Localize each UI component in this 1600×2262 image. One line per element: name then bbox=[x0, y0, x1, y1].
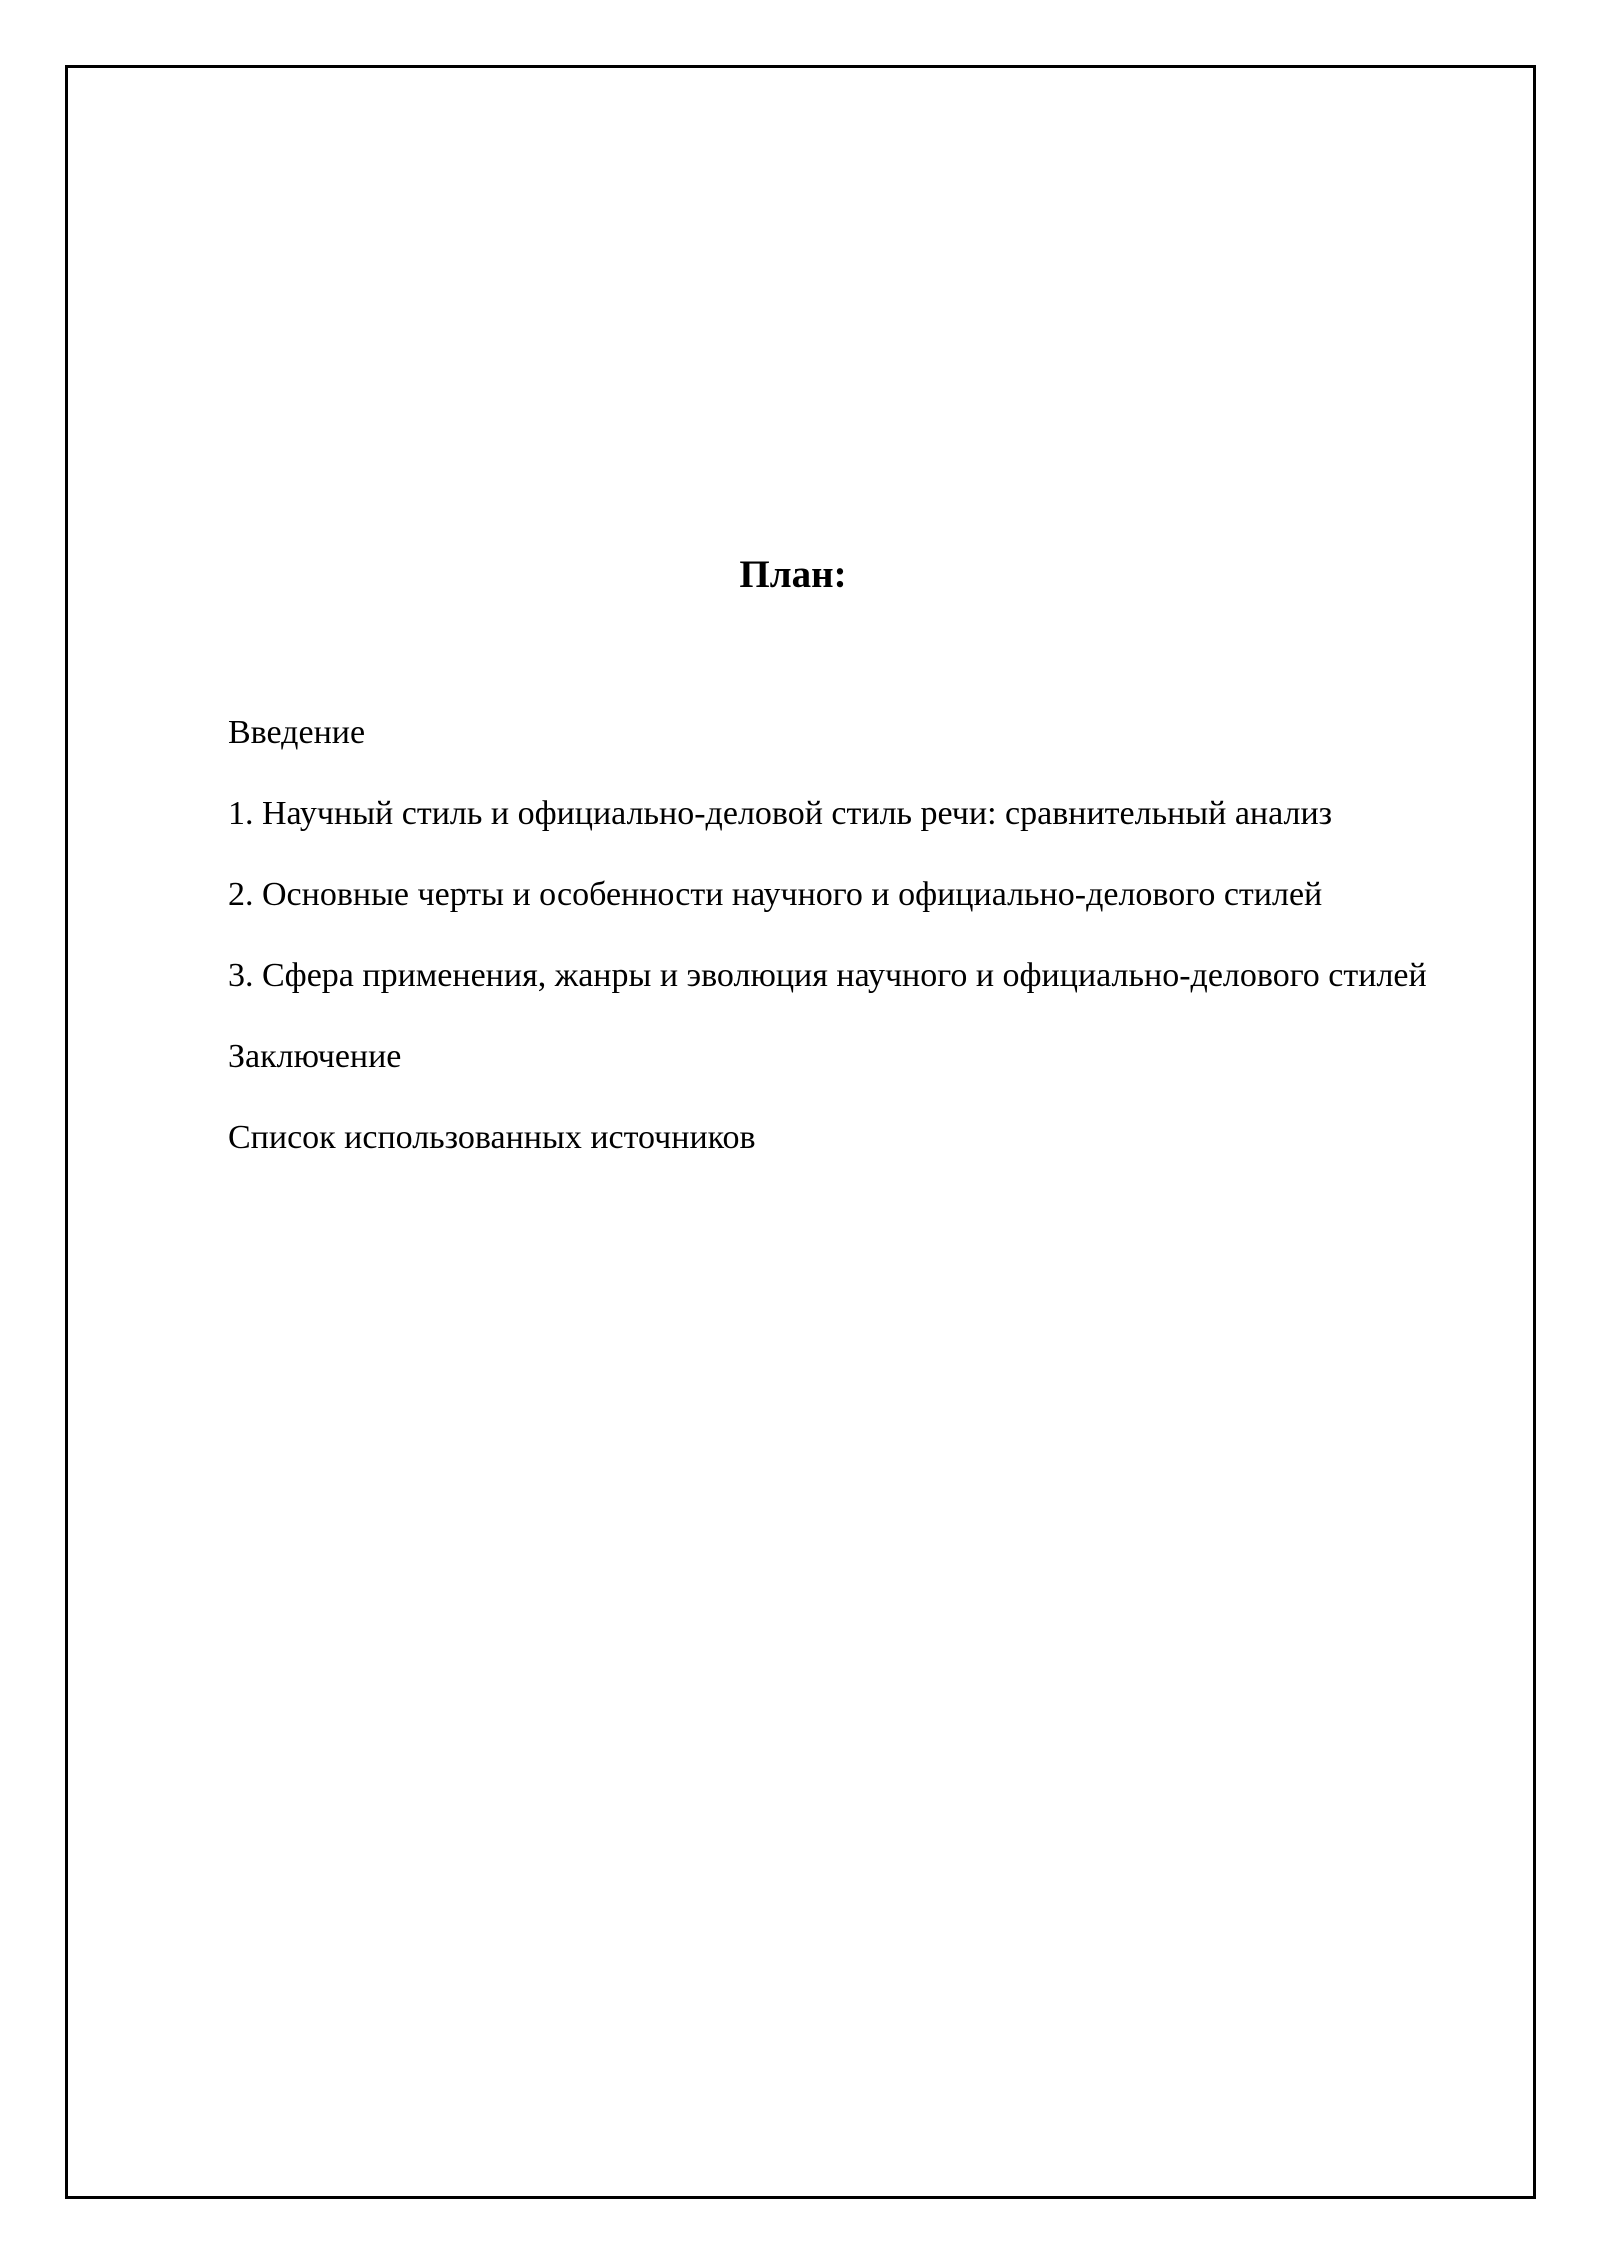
toc-item-section-3: 3. Сфера применения, жанры и эволюция научного и официально-делового стилей bbox=[228, 957, 1427, 994]
toc-item-introduction: Введение bbox=[228, 714, 366, 751]
table-of-contents bbox=[228, 700, 1488, 1170]
toc-item-section-1: 1. Научный стиль и официально-деловой стиль речи: сравнительный анализ bbox=[228, 795, 1333, 832]
toc-item-section-2: 2. Основные черты и особенности научного и официально-делового стилей bbox=[228, 876, 1323, 913]
toc-item-conclusion: Заключение bbox=[228, 1038, 402, 1075]
toc-item-references: Список использованных источников bbox=[228, 1119, 756, 1156]
page-title: План: bbox=[739, 553, 847, 596]
